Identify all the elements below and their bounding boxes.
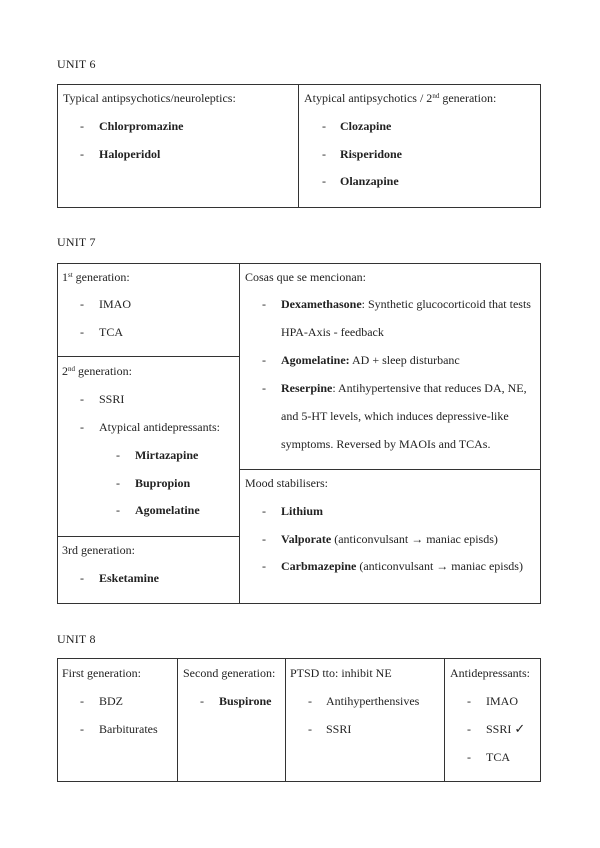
- list-item: BDZ: [99, 694, 123, 708]
- bullet: -: [467, 750, 471, 764]
- bullet: -: [80, 119, 84, 133]
- unit8-divider: [177, 658, 178, 782]
- lithium-item: Lithium: [281, 504, 324, 518]
- list-item: Clozapine: [340, 119, 392, 133]
- unit6-atypical-heading: Atypical antipsychotics / 2nd generation:: [304, 91, 497, 105]
- list-item: SSRI: [326, 722, 352, 736]
- bullet: -: [80, 722, 84, 736]
- list-item: Esketamine: [99, 571, 159, 585]
- bullet: -: [322, 174, 326, 188]
- check-icon: ✓: [514, 722, 526, 737]
- bullet: -: [262, 353, 266, 367]
- bullet: -: [80, 694, 84, 708]
- bullet: -: [116, 448, 120, 462]
- bullet: -: [80, 147, 84, 161]
- unit7-divider: [239, 263, 240, 604]
- list-item: TCA: [99, 325, 123, 339]
- reserpine-item-cont: symptoms. Reversed by MAOIs and TCAs.: [281, 437, 491, 451]
- dexamethasone-item: Dexamethasone: Synthetic glucocorticoid that tests: [281, 297, 531, 311]
- list-item: Atypical antidepressants:: [99, 420, 220, 434]
- unit7-second-gen-heading: 2nd generation:: [62, 364, 132, 378]
- unit7-row-divider: [57, 356, 239, 357]
- bullet: -: [80, 571, 84, 585]
- list-item: SSRI: [99, 392, 125, 406]
- sub-list-item: Bupropion: [135, 476, 191, 490]
- bullet: -: [262, 381, 266, 395]
- unit7-third-gen-heading: 3rd generation:: [62, 543, 135, 557]
- unit8-ptsd-heading: PTSD tto: inhibit NE: [290, 666, 392, 680]
- unit8-divider: [444, 658, 445, 782]
- list-item: IMAO: [99, 297, 131, 311]
- list-item: Chlorpromazine: [99, 119, 184, 133]
- bullet: -: [322, 119, 326, 133]
- unit8-title: UNIT 8: [57, 632, 96, 646]
- unit7-first-gen-heading: 1st generation:: [62, 270, 130, 284]
- bullet: -: [262, 504, 266, 518]
- reserpine-item-cont: and 5-HT levels, which induces depressive-like: [281, 409, 509, 423]
- list-item: Buspirone: [219, 694, 272, 708]
- list-item: Barbiturates: [99, 722, 158, 736]
- bullet: -: [80, 392, 84, 406]
- bullet: -: [308, 722, 312, 736]
- list-item: Antihyperthensives: [326, 694, 420, 708]
- bullet: -: [308, 694, 312, 708]
- unit7-title: UNIT 7: [57, 235, 96, 249]
- valporate-item: Valporate (anticonvulsant → maniac episds): [281, 532, 498, 546]
- bullet: -: [80, 420, 84, 434]
- bullet: -: [116, 503, 120, 517]
- unit8-first-gen-heading: First generation:: [62, 666, 141, 680]
- bullet: -: [467, 722, 471, 736]
- list-item: SSRI ✓: [486, 722, 526, 737]
- list-item: IMAO: [486, 694, 518, 708]
- unit7-row-divider: [239, 469, 541, 470]
- list-item: Haloperidol: [99, 147, 161, 161]
- sub-list-item: Mirtazapine: [135, 448, 199, 462]
- unit7-row-divider: [57, 536, 239, 537]
- bullet: -: [262, 559, 266, 573]
- reserpine-item: Reserpine: Antihypertensive that reduces DA, NE,: [281, 381, 527, 395]
- bullet: -: [80, 325, 84, 339]
- list-item: TCA: [486, 750, 510, 764]
- unit6-typical-heading: Typical antipsychotics/neuroleptics:: [63, 91, 236, 105]
- list-item: Olanzapine: [340, 174, 399, 188]
- unit8-divider: [285, 658, 286, 782]
- unit7-mood-heading: Mood stabilisers:: [245, 476, 328, 490]
- bullet: -: [322, 147, 326, 161]
- unit8-antidepressants-heading: Antidepressants:: [450, 666, 530, 680]
- sub-list-item: Agomelatine: [135, 503, 200, 517]
- unit7-cosas-heading: Cosas que se mencionan:: [245, 270, 366, 284]
- agomelatine-item: Agomelatine: AD + sleep disturbanc: [281, 353, 460, 367]
- unit6-divider: [298, 84, 299, 208]
- carbmazepine-item: Carbmazepine (anticonvulsant → maniac episds): [281, 559, 523, 573]
- unit6-title: UNIT 6: [57, 57, 96, 71]
- bullet: -: [262, 532, 266, 546]
- bullet: -: [80, 297, 84, 311]
- list-item: Risperidone: [340, 147, 403, 161]
- unit8-second-gen-heading: Second generation:: [183, 666, 276, 680]
- dexamethasone-item-cont: HPA-Axis - feedback: [281, 325, 384, 339]
- bullet: -: [262, 297, 266, 311]
- bullet: -: [116, 476, 120, 490]
- bullet: -: [200, 694, 204, 708]
- bullet: -: [467, 694, 471, 708]
